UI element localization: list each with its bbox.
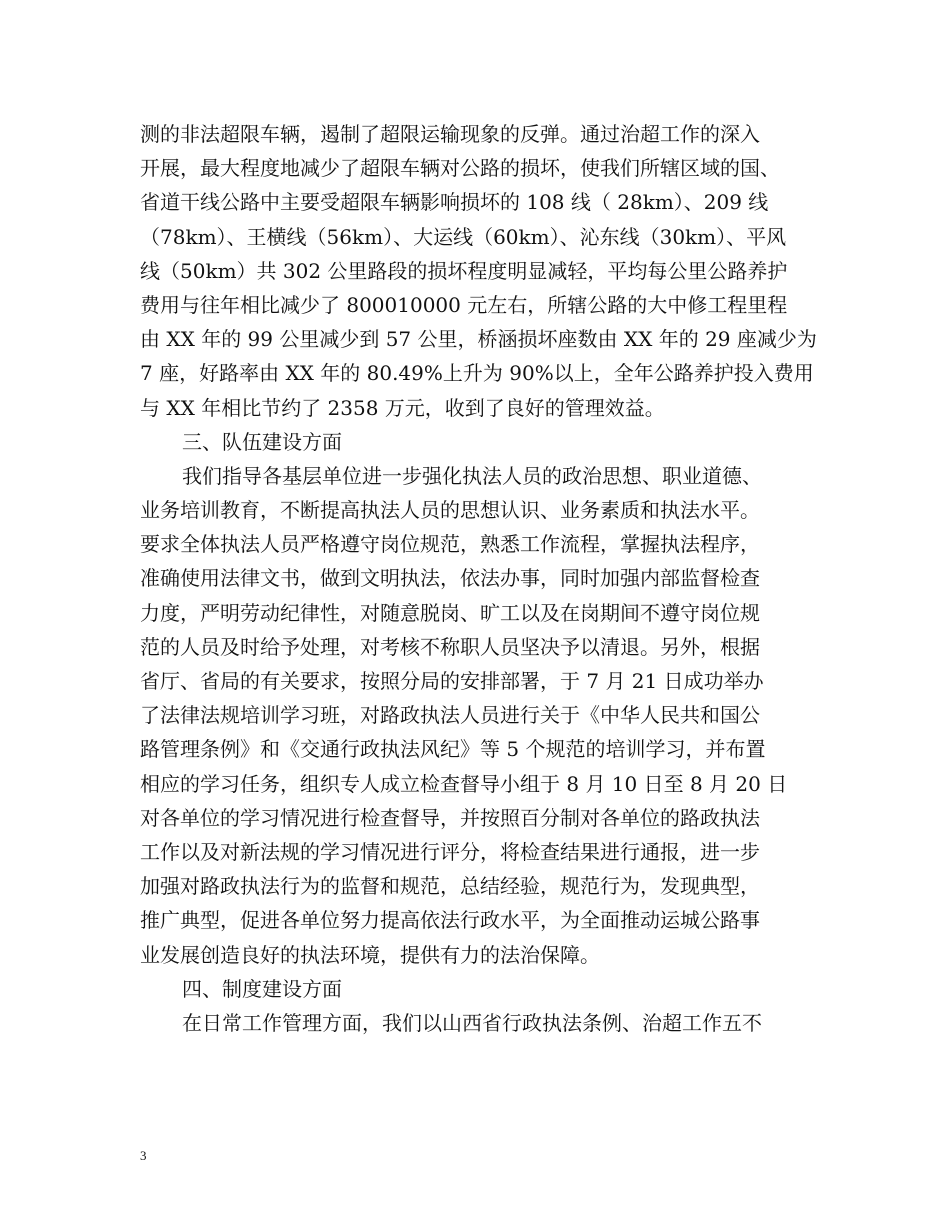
- text-line: 与 XX 年相比节约了 2358 万元，收到了良好的管理效益。: [140, 395, 665, 420]
- paragraph-start-line: 三、队伍建设方面: [182, 429, 342, 454]
- text-line: 省厅、省局的有关要求，按照分局的安排部署，于 7 月 21 日成功举办: [140, 669, 764, 693]
- text-line: （78km）、王横线（56km）、大运线（60km）、沁东线（30km）、平风: [140, 224, 787, 249]
- text-line: 工作以及对新法规的学习情况进行评分，将检查结果进行通报，进一步: [140, 839, 760, 864]
- text-line: 测的非法超限车辆，遏制了超限运输现象的反弹。通过治超工作的深入: [140, 122, 760, 146]
- text-line: 费用与往年相比减少了 800010000 元左右，所辖公路的大中修工程里程: [140, 292, 788, 317]
- text-line: 省道干线公路中主要受超限车辆影响损坏的 108 线（ 28km）、209 线: [140, 190, 769, 215]
- text-line: 准确使用法律文书，做到文明执法，依法办事，同时加强内部监督检查: [140, 566, 760, 591]
- text-line: 范的人员及时给予处理，对考核不称职人员坚决予以清退。另外，根据: [140, 634, 760, 659]
- text-line: 了法律法规培训学习班，对路政执法人员进行关于《中华人民共和国公: [140, 703, 760, 728]
- text-line: 业发展创造良好的执法环境，提供有力的法治保障。: [140, 942, 600, 967]
- text-line: 7 座，好路率由 XX 年的 80.49%上升为 90%以上，全年公路养护投入费用: [140, 361, 814, 386]
- text-line: 线（50km）共 302 公里路段的损坏程度明显减轻，平均每公里公路养护: [140, 258, 788, 283]
- text-line: 对各单位的学习情况进行检查督导，并按照百分制对各单位的路政执法: [140, 805, 760, 830]
- text-line: 力度，严明劳动纪律性，对随意脱岗、旷工以及在岗期间不遵守岗位规: [140, 600, 760, 625]
- paragraph-start-line: 我们指导各基层单位进一步强化执法人员的政治思想、职业道德、: [182, 463, 762, 488]
- text-line: 推广典型，促进各单位努力提高依法行政水平，为全面推动运城公路事: [140, 908, 760, 933]
- text-line: 加强对路政执法行为的监督和规范，总结经验，规范行为，发现典型，: [140, 874, 760, 899]
- text-line: 要求全体执法人员严格遵守岗位规范，熟悉工作流程，掌握执法程序，: [140, 532, 760, 557]
- text-line: 开展，最大程度地减少了超限车辆对公路的损坏，使我们所辖区域的国、: [140, 156, 780, 181]
- text-line: 路管理条例》和《交通行政执法风纪》等 5 个规范的培训学习，并布置: [140, 737, 766, 762]
- text-line: 由 XX 年的 99 公里减少到 57 公里，桥涵损坏座数由 XX 年的 29 座减少为: [140, 327, 817, 352]
- text-line: 业务培训教育，不断提高执法人员的思想认识、业务素质和执法水平。: [140, 498, 760, 523]
- text-line: 相应的学习任务，组织专人成立检查督导小组于 8 月 10 日至 8 月 20 日: [140, 771, 788, 796]
- document-body: [140, 117, 820, 1040]
- page-number: 3: [140, 1148, 147, 1163]
- paragraph-start-line: 在日常工作管理方面，我们以山西省行政执法条例、治超工作五不: [182, 1010, 762, 1035]
- paragraph-start-line: 四、制度建设方面: [182, 976, 342, 1001]
